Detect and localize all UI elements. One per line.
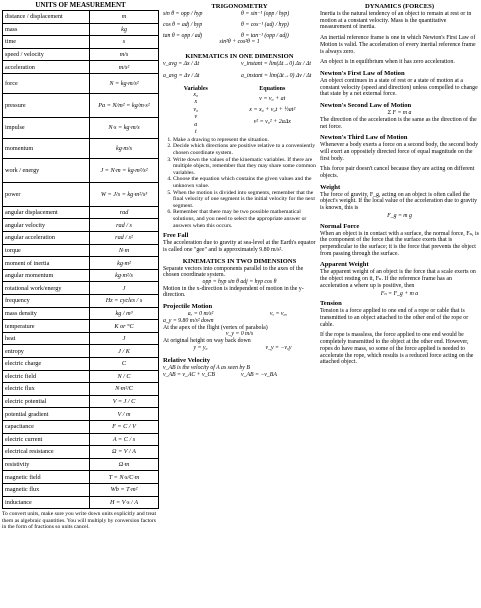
apparent-weight-title: Apparent Weight	[320, 261, 369, 269]
variable-item: a	[194, 121, 198, 128]
trig-title: TRIGONOMETRY	[211, 3, 268, 10]
sin-def: sin θ = opp / hyp	[163, 11, 203, 17]
quantity-cell: electric potential	[3, 395, 90, 408]
third-law-note: This force pair doesn't cancel because they are acting on different objects.	[320, 166, 475, 180]
quantity-cell: angular displacement	[3, 206, 90, 219]
quantity-cell: work / energy	[3, 158, 90, 182]
unit-cell: V / m	[90, 408, 159, 421]
unit-cell: C	[90, 357, 159, 370]
quantity-cell: electric current	[3, 433, 90, 446]
units-row	[3, 73, 159, 93]
units-row	[3, 61, 159, 74]
variable-item: x	[194, 99, 198, 106]
unit-cell: rad / s	[90, 219, 159, 232]
relative-velocity-text: v_AB is the velocity of A as seen by B	[163, 364, 250, 371]
kinematics-column	[163, 0, 316, 378]
quantity-cell: magnetic field	[3, 471, 90, 484]
units-row	[3, 345, 159, 358]
unit-cell: Hz = cycles / s	[90, 295, 159, 308]
apparent-weight-equation: Fₙ = F_g + m a	[380, 290, 419, 297]
unit-cell: m/s	[90, 48, 159, 61]
weight-equation: F_g = m g	[387, 212, 412, 219]
apparent-weight-text: The apparent weight of an object is the force that a scale exerts on the object resting on it, Fₙ. If the reference frame has an acceleration a where up is positive, then	[320, 269, 476, 289]
quantity-cell: entropy	[3, 345, 90, 358]
unit-cell: rad / s²	[90, 232, 159, 245]
second-law-equation: Σ F = m a	[387, 110, 412, 117]
quantity-cell: speed / velocity	[3, 48, 90, 61]
units-row	[3, 383, 159, 396]
units-row	[3, 496, 159, 509]
units-row	[3, 158, 159, 182]
variable-item: t	[194, 129, 197, 136]
units-row	[3, 420, 159, 433]
quantity-cell: moment of inertia	[3, 257, 90, 270]
unit-cell: Ω = V / A	[90, 446, 159, 459]
quantity-cell: impulse	[3, 118, 90, 138]
unit-cell: J	[90, 282, 159, 295]
unit-cell: V = J / C	[90, 395, 159, 408]
units-title: UNITS OF MEASUREMENT	[35, 1, 126, 9]
a-inst-def: a_instant = lim(Δt→0) Δv / Δt	[241, 72, 312, 79]
unit-cell: m/s²	[90, 61, 159, 74]
relative-velocity-title: Relative Velocity	[163, 356, 211, 364]
kinematic-variables-block	[163, 86, 316, 137]
quantity-cell: angular acceleration	[3, 232, 90, 245]
second-law-title: Newton's Second Law of Motion	[320, 102, 412, 110]
units-row	[3, 357, 159, 370]
kin2-text-1: Separate vectors into components parallel to the axes of the chosen coordinate system.	[163, 265, 304, 279]
vx-equation: vₓ = v₀ₓ	[269, 311, 288, 318]
a-avg-def: a_avg = Δv / Δt	[163, 72, 200, 79]
unit-cell: N·m²/C	[90, 383, 159, 396]
quantity-cell: electric flux	[3, 383, 90, 396]
units-row	[3, 118, 159, 138]
inertia-text: Inertia is the natural tendency of an object to remain at rest or in motion at a constant velocity. Mass is the quantitative measurement of inertia.	[320, 11, 472, 31]
ay-equation: a_y = 9.80 m/s² down	[163, 317, 214, 324]
quantity-cell: capacitance	[3, 420, 90, 433]
units-row	[3, 138, 159, 158]
v-avg-def: v_avg = Δx / Δt	[163, 61, 200, 68]
unit-cell: K or °C	[90, 320, 159, 333]
unit-cell: H = V·s / A	[90, 496, 159, 509]
third-law-title: Newton's Third Law of Motion	[320, 134, 408, 142]
units-row	[3, 269, 159, 282]
unit-cell: F = C / V	[90, 420, 159, 433]
orig-height-eq-y: y = y₀	[193, 344, 208, 351]
units-row	[3, 219, 159, 232]
step-item: 4. Choose the equation which contains the given values and the unknown value.	[173, 176, 316, 189]
units-row	[3, 232, 159, 245]
unit-cell: kg / m³	[90, 307, 159, 320]
first-law-text: An object continues in a state of rest or a state of motion at a constant velocity (speed and direction) unless compelled to change that state by a net external force.	[320, 77, 478, 98]
units-row	[3, 257, 159, 270]
quantity-cell: pressure	[3, 94, 90, 118]
variable-item: v₀	[193, 106, 199, 113]
variable-item: v	[194, 114, 198, 121]
inertial-frame-text: An inertial reference frame is one in which Newton's First Law of Motion is valid. The acceleration of every inertial reference frame is always zero.	[320, 35, 476, 55]
quantity-cell: angular velocity	[3, 219, 90, 232]
quantity-cell: electrical resistance	[3, 446, 90, 459]
quantity-cell: inductance	[3, 496, 90, 509]
units-table	[2, 10, 159, 509]
units-row	[3, 11, 159, 24]
tension-title: Tension	[320, 300, 342, 308]
unit-cell: Pa = N/m² = kg/m·s²	[90, 94, 159, 118]
equations-heading: Equations	[259, 85, 286, 92]
kinematic-equation: v² = v₀² + 2aΔx	[253, 118, 291, 125]
kinematic-equation: v = v₀ + at	[259, 95, 286, 102]
step-item: 2. Decide which directions are positive relative to a conveniently chosen coordinate system.	[173, 143, 316, 156]
units-footnote: To convert units, make sure you write down units explicitly and treat them as algebraic quantities. You will multiply by conversion factors in the form of fractions so units cancel.	[2, 511, 157, 531]
second-law-text: The direction of the acceleration is the same as the direction of the net force.	[320, 116, 477, 130]
ax-equation: aₓ = 0 m/s²	[187, 311, 214, 318]
quantity-cell: distance / displacement	[3, 11, 90, 24]
units-row	[3, 471, 159, 484]
quantity-cell: power	[3, 182, 90, 206]
orig-height-text: At original height on way back down	[163, 338, 251, 345]
units-row	[3, 395, 159, 408]
units-row	[3, 295, 159, 308]
normal-force-text: When an object is in contact with a surface, the normal force, Fₙ, is the component of the force that the surface exerts that is perpendicular to the surface; it is the force that prevents the object from passing through the surface.	[320, 230, 479, 257]
unit-cell: Ω·m	[90, 458, 159, 471]
quantity-cell: potential gradient	[3, 408, 90, 421]
quantity-cell: force	[3, 73, 90, 93]
relative-velocity-eq-1: v_AB = v_AC + v_CB	[163, 371, 215, 378]
unit-cell: J	[90, 332, 159, 345]
units-row	[3, 408, 159, 421]
step-item: 3. Write down the values of the kinematic variables. If there are multiple objects, remember that they may share some common variables.	[173, 157, 316, 177]
units-row	[3, 332, 159, 345]
quantity-cell: torque	[3, 244, 90, 257]
normal-force-title: Normal Force	[320, 222, 360, 230]
units-row	[3, 36, 159, 49]
first-law-title: Newton's First Law of Motion	[320, 69, 405, 77]
step-item: 1. Make a drawing to represent the situation.	[173, 137, 316, 144]
unit-cell: m	[90, 11, 159, 24]
dynamics-column	[320, 0, 479, 370]
tan-def: tan θ = opp / adj	[163, 32, 203, 39]
step-item: 6. Remember that there may be two possible mathematical solutions, and you need to select the appropriate answer or answers when this occurs.	[173, 209, 316, 229]
units-row	[3, 446, 159, 459]
dynamics-title: DYNAMICS (FORCES)	[364, 3, 435, 10]
unit-cell: A = C / s	[90, 433, 159, 446]
units-row	[3, 244, 159, 257]
quantity-cell: time	[3, 36, 90, 49]
kin2-title: KINEMATICS IN TWO DIMENSIONS	[182, 257, 297, 265]
unit-cell: N·s = kg·m/s	[90, 118, 159, 138]
units-row	[3, 23, 159, 36]
kin2-text-2: Motion in the x-direction is independent of motion in the y-direction.	[163, 285, 304, 299]
unit-cell: W = J/s = kg·m²/s³	[90, 182, 159, 206]
tension-text-1: Tension is a force applied to one end of a rope or cable that is transmitted to an object attached to the other end of the rope or cable.	[320, 308, 469, 328]
cos-inverse: θ = cos⁻¹ (adj / hyp)	[241, 21, 289, 28]
unit-cell: kg·m²/s	[90, 269, 159, 282]
quantity-cell: rotational work/energy	[3, 282, 90, 295]
quantity-cell: acceleration	[3, 61, 90, 74]
quantity-cell: electric charge	[3, 357, 90, 370]
unit-cell: T = N·s/C·m	[90, 471, 159, 484]
projectile-title: Projectile Motion	[163, 303, 213, 311]
quantity-cell: heat	[3, 332, 90, 345]
unit-cell: J / K	[90, 345, 159, 358]
problem-solving-steps	[163, 137, 316, 229]
quantity-cell: electric field	[3, 370, 90, 383]
step-item: 5. When the motion is divided into segments, remember that the final velocity of one segment is the initial velocity for the next segment.	[173, 190, 316, 210]
third-law-text: Whenever a body exerts a force on a second body, the second body will exert an oppositely directed force of equal magnitude on the first body.	[320, 142, 479, 162]
pythagorean-identity: sin²θ + cos²θ = 1	[219, 39, 260, 46]
kin1-title: KINEMATICS IN ONE DIMENSION	[185, 53, 294, 61]
units-row	[3, 48, 159, 61]
unit-cell: s	[90, 36, 159, 49]
units-row	[3, 370, 159, 383]
sin-inverse: θ = sin⁻¹ (opp / hyp)	[241, 11, 290, 17]
units-row	[3, 320, 159, 333]
units-row	[3, 94, 159, 118]
quantity-cell: angular momentum	[3, 269, 90, 282]
apex-equation: v_y = 0 m/s	[225, 331, 254, 338]
apex-text: At the apex of the flight (vertex of parabola)	[163, 324, 268, 331]
units-row	[3, 307, 159, 320]
unit-cell: kg·m²	[90, 257, 159, 270]
v-inst-def: v_instant = lim(Δt→0) Δx / Δt	[241, 61, 312, 68]
unit-cell: kg	[90, 23, 159, 36]
quantity-cell: magnetic flux	[3, 483, 90, 496]
variable-item: x₀	[193, 91, 199, 98]
weight-text: The force of gravity, F_g, acting on an object is often called the object's weight. If the local value of the acceleration due to gravity is known, this is	[320, 191, 478, 212]
units-row	[3, 282, 159, 295]
cos-def: cos θ = adj / hyp	[163, 21, 203, 28]
equilibrium-text: An object is in equilibrium when it has zero acceleration.	[320, 59, 455, 66]
units-row	[3, 433, 159, 446]
quantity-cell: frequency	[3, 295, 90, 308]
quantity-cell: mass	[3, 23, 90, 36]
free-fall-text: The acceleration due to gravity at sea-level at the Earth's equator is called one "gee" and is approximately 9.80 m/s².	[163, 240, 316, 253]
unit-cell: Wb = T·m²	[90, 483, 159, 496]
free-fall-title: Free Fall	[163, 232, 189, 240]
unit-cell: rad	[90, 206, 159, 219]
quantity-cell: momentum	[3, 138, 90, 158]
quantity-cell: mass density	[3, 307, 90, 320]
weight-title: Weight	[320, 183, 341, 191]
unit-cell: N·m	[90, 244, 159, 257]
unit-cell: J = N·m = kg·m²/s²	[90, 158, 159, 182]
tension-text-2: If the rope is massless, the force applied to one end would be completely transmitted to the object at the other end. However, ropes do have mass, so some of the force applied is needed to accelerate the rope, which results is a reduced force acting on the attached object.	[320, 332, 474, 366]
variables-heading: Variables	[183, 85, 208, 92]
units-column	[2, 0, 159, 531]
tan-inverse: θ = tan⁻¹ (opp / adj)	[241, 32, 289, 39]
relative-velocity-eq-2: v_AB = −v_BA	[241, 371, 277, 378]
component-equations: opp = hyp sin θ adj = hyp cos θ	[202, 278, 277, 285]
kinematic-equation: x = x₀ + v₀t + ½at²	[249, 107, 296, 114]
units-row	[3, 206, 159, 219]
units-row	[3, 182, 159, 206]
orig-height-eq-vy: v_y = −v₀y	[265, 344, 292, 351]
unit-cell: N = kg·m/s²	[90, 73, 159, 93]
quantity-cell: resistivity	[3, 458, 90, 471]
units-row	[3, 458, 159, 471]
unit-cell: kg·m/s	[90, 138, 159, 158]
units-row	[3, 483, 159, 496]
unit-cell: N / C	[90, 370, 159, 383]
quantity-cell: temperature	[3, 320, 90, 333]
